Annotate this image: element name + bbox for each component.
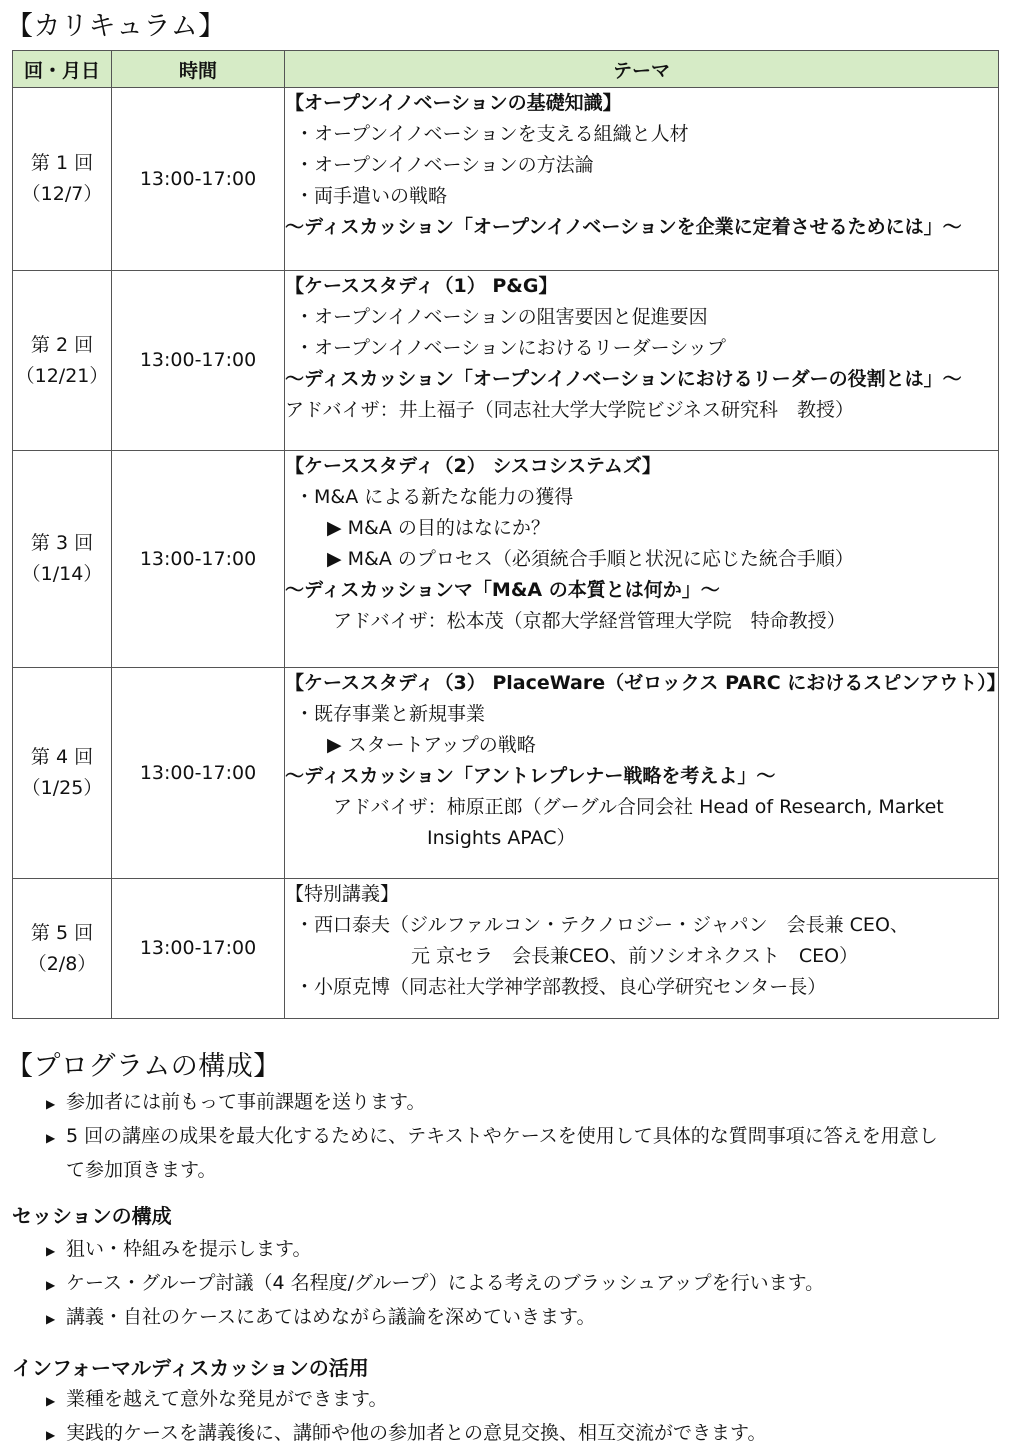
header-time: 時間 bbox=[112, 51, 285, 88]
theme-heading: 【ケーススタディ（3） PlaceWare（ゼロックス PARC におけるスピンアウト）】 bbox=[285, 672, 1006, 694]
header-session: 回・月日 bbox=[13, 51, 112, 88]
table-row bbox=[13, 88, 999, 271]
session-date: （1/25） bbox=[21, 777, 103, 799]
theme-heading: 【オープンイノベーションの基礎知識】 bbox=[285, 92, 622, 114]
discussion-line: ～ディスカッションマ「M&A の本質とは何か」～ bbox=[285, 579, 720, 601]
list-item: ▶ 講義・自社のケースにあてはめながら議論を深めていきます。 bbox=[0, 1301, 1015, 1335]
table-header-row bbox=[13, 51, 999, 88]
theme-item: ・オープンイノベーションにおけるリーダーシップ bbox=[295, 337, 726, 359]
list-item: ▶ 業種を越えて意外な発見ができます。 bbox=[0, 1383, 1015, 1417]
session-number: 第 5 回 bbox=[30, 921, 94, 944]
theme-heading: 【ケーススタディ（1） P&G】 bbox=[285, 275, 558, 297]
advisor-line: アドバイザ：松本茂（京都大学経営管理大学院 特命教授） bbox=[333, 610, 846, 632]
table-row bbox=[13, 879, 999, 1019]
table-row bbox=[13, 451, 999, 668]
triangle-right-icon: ▶ bbox=[46, 1312, 56, 1326]
program-title: 【プログラムの構成】 bbox=[6, 1051, 281, 1082]
theme-subitem: ▶ M&A のプロセス（必須統合手順と状況に応じた統合手順） bbox=[327, 548, 854, 570]
triangle-right-icon: ▶ bbox=[46, 1097, 56, 1111]
theme-cell bbox=[285, 451, 999, 668]
session-date: （1/14） bbox=[21, 563, 103, 585]
theme-subitem: ▶ M&A の目的はなにか？ bbox=[327, 517, 550, 539]
list-item: ▶ 5 回の講座の成果を最大化するために、テキストやケースを使用して具体的な質問事項に答えを用意し bbox=[0, 1120, 1015, 1154]
section-heading: セッションの構成 bbox=[12, 1204, 172, 1228]
theme-item: ・小原克博（同志社大学神学部教授、良心学研究センター長） bbox=[295, 976, 827, 998]
session-structure bbox=[0, 1200, 1015, 1335]
theme-heading: 【特別講義】 bbox=[285, 883, 400, 905]
theme-heading: 【ケーススタディ（2） シスコシステムズ】 bbox=[285, 455, 661, 477]
program-bullets bbox=[0, 1086, 1015, 1186]
list-item-continued: て参加頂きます。 bbox=[66, 1159, 217, 1181]
theme-item: ・両手遣いの戦略 bbox=[295, 185, 448, 207]
session-date: （12/7） bbox=[21, 183, 103, 205]
theme-subitem: ▶ スタートアップの戦略 bbox=[327, 734, 536, 756]
theme-cell bbox=[285, 271, 999, 451]
time-cell: 13:00-17:00 bbox=[112, 451, 285, 668]
advisor-line: アドバイザ：柿原正郎（グーグル合同会社 Head of Research, Market bbox=[333, 796, 944, 818]
session-cell bbox=[13, 451, 112, 668]
theme-item: ・既存事業と新規事業 bbox=[295, 703, 486, 725]
triangle-right-icon: ▶ bbox=[46, 1278, 56, 1292]
triangle-right-icon: ▶ bbox=[46, 1394, 56, 1408]
triangle-right-icon: ▶ bbox=[46, 1131, 56, 1145]
header-theme: テーマ bbox=[285, 51, 999, 88]
session-number: 第 3 回 bbox=[30, 532, 94, 554]
theme-cell bbox=[285, 88, 999, 271]
theme-item: ・M&A による新たな能力の獲得 bbox=[295, 486, 574, 508]
session-cell bbox=[13, 271, 112, 451]
advisor-line-continued: Insights APAC） bbox=[427, 827, 576, 849]
theme-cell bbox=[285, 668, 1006, 879]
theme-item-continued: 元 京セラ 会長兼CEO、前ソシオネクスト CEO） bbox=[411, 945, 859, 967]
theme-item: ・オープンイノベーションの方法論 bbox=[295, 154, 594, 176]
table-row bbox=[13, 271, 999, 451]
section-heading: インフォーマルディスカッションの活用 bbox=[12, 1356, 369, 1380]
advisor-line: アドバイザ：井上福子（同志社大学大学院ビジネス研究科 教授） bbox=[285, 399, 855, 421]
triangle-right-icon: ▶ bbox=[46, 1428, 56, 1442]
discussion-line: ～ディスカッション「オープンイノベーションにおけるリーダーの役割とは」～ bbox=[285, 368, 962, 390]
session-number: 第 4 回 bbox=[30, 746, 94, 768]
list-item: ▶ 狙い・枠組みを提示します。 bbox=[0, 1233, 1015, 1267]
table-row bbox=[13, 668, 999, 879]
curriculum-title: 【カリキュラム】 bbox=[6, 11, 226, 42]
session-cell bbox=[13, 668, 112, 879]
theme-cell bbox=[285, 879, 999, 1019]
list-item: ▶ 実践的ケースを講義後に、講師や他の参加者との意見交換、相互交流ができます。 bbox=[0, 1417, 1015, 1451]
list-item: ▶ 参加者には前もって事前課題を送ります。 bbox=[0, 1086, 1015, 1120]
list-item: ▶ ケース・グループ討議（4 名程度/グループ）による考えのブラッシュアップを行います。 bbox=[0, 1267, 1015, 1301]
theme-item: ・オープンイノベーションを支える組織と人材 bbox=[295, 123, 689, 145]
session-date: （12/21） bbox=[15, 364, 109, 387]
time-cell: 13:00-17:00 bbox=[112, 879, 285, 1019]
discussion-line: ～ディスカッション「オープンイノベーションを企業に定着させるためには」～ bbox=[285, 216, 962, 238]
discussion-line: ～ディスカッション「アントレプレナー戦略を考えよ」～ bbox=[285, 765, 776, 787]
informal-discussion bbox=[0, 1352, 1015, 1451]
time-cell: 13:00-17:00 bbox=[112, 271, 285, 451]
session-number: 第 1 回 bbox=[30, 152, 94, 174]
session-number: 第 2 回 bbox=[30, 333, 94, 356]
curriculum-table bbox=[12, 50, 1006, 1019]
time-cell: 13:00-17:00 bbox=[112, 88, 285, 271]
theme-item: ・西口泰夫（ジルファルコン・テクノロジー・ジャパン 会長兼 CEO、 bbox=[295, 914, 909, 936]
theme-item: ・オープンイノベーションの阻害要因と促進要因 bbox=[295, 306, 708, 328]
session-cell bbox=[13, 879, 112, 1019]
session-cell bbox=[13, 88, 112, 271]
session-date: （2/8） bbox=[27, 952, 97, 975]
triangle-right-icon: ▶ bbox=[46, 1244, 56, 1258]
time-cell: 13:00-17:00 bbox=[112, 668, 285, 879]
